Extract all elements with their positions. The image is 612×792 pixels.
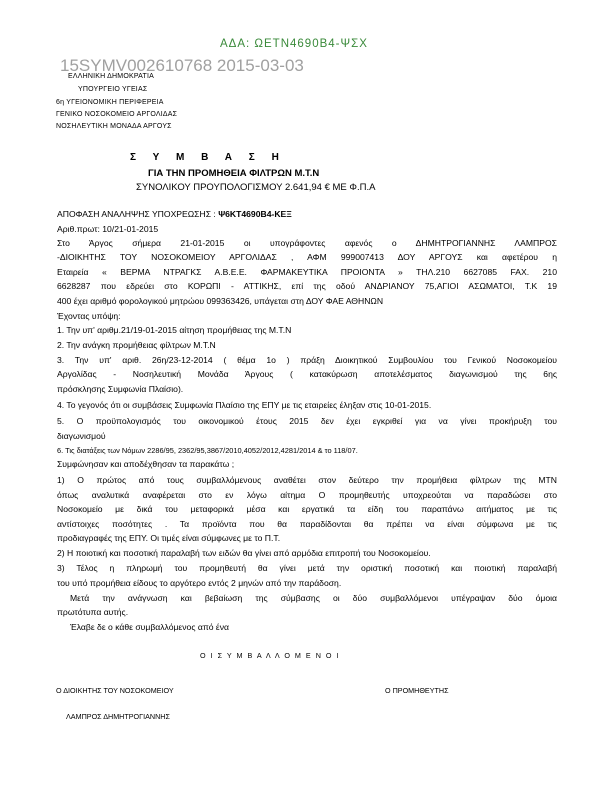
header-line-3: 6η ΥΓΕΙΟΝΟΜΙΚΗ ΠΕΡΙΦΕΡΕΙΑ <box>56 99 164 106</box>
closing-3: Έλαβε δε ο κάθε συμβαλλόμενος από ένα <box>70 622 230 632</box>
agreed-heading: Συμφώνησαν και αποδέχθησαν τα παρακάτω ; <box>57 459 235 469</box>
intro-line-1: Στο Άργος σήμερα 21-01-2015 οι υπογράφοντες αφενός ο ΔΗΜΗΤΡΟΓΙΑΝΝΗΣ ΛΑΜΠΡΟΣ <box>57 238 557 248</box>
consideration-5b: διαγωνισμού <box>57 431 106 441</box>
document-budget: ΣΥΝΟΛΙΚΟΥ ΠΡΟΥΠΟΛΟΓΙΣΜΟΥ 2.641,94 € ΜΕ Φ.Π.Α <box>136 182 376 193</box>
document-subtitle: ΓΙΑ ΤΗΝ ΠΡΟΜΗΘΕΙΑ ΦΙΛΤΡΩΝ Μ.Τ.Ν <box>148 168 320 179</box>
laws-line: 6. Τις διατάξεις των Νόμων 2286/95, 2362/95,3867/2010,4052/2012,4281/2014 & το 118/07. <box>57 446 358 455</box>
term-1d: αντίστοιχες ποσότητες . Τα προϊόντα που θα παραδίδονται θα πρέπει να είναι σύμφωνα με τις <box>57 519 557 529</box>
decision-code: Ψ6ΚΤ4690Β4-ΚΕΞ <box>218 209 292 219</box>
header-line-1: ΕΛΛΗΝΙΚΗ ΔΗΜΟΚΡΑΤΙΑ <box>68 73 155 80</box>
signature-left-title: Ο ΔΙΟΙΚΗΤΗΣ ΤΟΥ ΝΟΣΟΚΟΜΕΙΟΥ <box>56 686 174 695</box>
consideration-1: 1. Την υπ' αριθμ.21/19-01-2015 αίτηση προμήθειας της Μ.Τ.Ν <box>57 325 292 335</box>
term-1a: 1) Ο πρώτος από τους συμβαλλόμενους αναθέτει στον δεύτερο την προμήθεια φίλτρων της ΜΤΝ <box>57 475 557 485</box>
document-title: Σ Υ Μ Β Α Σ Η <box>130 152 286 163</box>
consideration-4: 4. Το γεγονός ότι οι συμβάσεις Συμφωνία Πλαίσιο της ΕΠΥ με τις εταιρείες έληξαν στις 10-01-2015. <box>57 400 432 410</box>
term-3b: του υπό προμήθεια είδους το αργότερο εντός 2 μηνών από την παράδοση. <box>57 578 342 588</box>
considering-heading: Έχοντας υπόψη: <box>57 311 121 321</box>
header-line-4: ΓΕΝΙΚΟ ΝΟΣΟΚΟΜΕΙΟ ΑΡΓΟΛΙΔΑΣ <box>56 111 178 118</box>
term-2: 2) Η ποιοτική και ποσοτική παραλαβή των ειδών θα γίνει από αρμόδια επιτροπή του Νοσοκομείου. <box>57 548 431 558</box>
decision-line <box>57 209 557 219</box>
header-line-2: ΥΠΟΥΡΓΕΙΟ ΥΓΕΙΑΣ <box>78 86 148 93</box>
consideration-3a: 3. Την υπ' αριθ. 26η/23-12-2014 ( θέμα 1ο ) πράξη Διοικητικού Συμβουλίου του Γενικού Νοσοκομείου <box>57 355 557 365</box>
ada-code: ΑΔΑ: ΩΕΤΝ4690Β4-ΨΣΧ <box>220 38 368 50</box>
registry-stamp: 15SYMV002610768 2015-03-03 <box>60 56 304 75</box>
term-3a: 3) Τέλος η πληρωμή του προμηθευτή θα γίνει μετά την οριστική ποσοτική και ποιοτική παραλαβή <box>57 563 557 573</box>
signature-right-title: Ο ΠΡΟΜΗΘΕΥΤΗΣ <box>385 686 449 695</box>
closing-2: πρωτότυπα αυτής. <box>57 607 129 617</box>
decision-label: ΑΠΟΦΑΣΗ ΑΝΑΛΗΨΗΣ ΥΠΟΧΡΕΩΣΗΣ : <box>57 209 216 219</box>
intro-line-4: 6628287 που εδρεύει στο ΚΟΡΩΠΙ - ΑΤΤΙΚΗΣ, επί της οδού ΑΝΔΡΙΑΝΟΥ 75,ΑΓΙΟΙ ΑΣΩΜΑΤΟΙ, Τ.Κ 19 <box>57 281 557 291</box>
signature-left-name: ΛΑΜΠΡΟΣ ΔΗΜΗΤΡΟΓΙΑΝΝΗΣ <box>66 712 170 721</box>
consideration-2: 2. Την ανάγκη προμήθειας φίλτρων Μ.Τ.Ν <box>57 340 216 350</box>
closing-1: Μετά την ανάγνωση και βεβαίωση της σύμβασης οι δύο συμβαλλόμενοι υπέγραψαν δύο όμοια <box>70 593 557 603</box>
term-1b: όπως αναλυτικά αναφέρεται στο εν λόγω αίτημα Ο προμηθευτής υποχρεούται να παραδώσει στο <box>57 490 557 500</box>
header-line-5: ΝΟΣΗΛΕΥΤΙΚΗ ΜΟΝΑΔΑ ΑΡΓΟΥΣ <box>56 123 172 130</box>
term-1e: προδιαγραφές της ΕΠΥ. Οι τιμές είναι σύμφωνες με το Π.Τ. <box>57 533 281 543</box>
term-1c: Νοσοκομείο με δικά του μεταφορικά μέσα και εργατικά τα είδη του παραπάνω αιτήματος με τις <box>57 504 557 514</box>
intro-line-5: 400 έχει αριθμό φορολογικού μητρώου 099363426, υπάγεται στη ΔΟΥ ΦΑΕ ΑΘΗΝΩΝ <box>57 296 384 306</box>
intro-line-3: Εταιρεία « ΒΕΡΜΑ ΝΤΡΑΓΚΣ Α.Β.Ε.Ε. ΦΑΡΜΑΚΕΥΤΙΚΑ ΠΡΟΙΟΝΤΑ » ΤΗΛ.210 6627085 FAX. 210 <box>57 267 557 277</box>
signatories-heading: Ο Ι Σ Υ Μ Β Α Λ Λ Ο Μ Ε Ν Ο Ι <box>200 651 340 660</box>
intro-line-2: -ΔΙΟΙΚΗΤΗΣ ΤΟΥ ΝΟΣΟΚΟΜΕΙΟΥ ΑΡΓΟΛΙΔΑΣ , ΑΦΜ 999007413 ΔΟΥ ΑΡΓΟΥΣ και αφετέρου η <box>57 252 557 262</box>
protocol-number: Αριθ.πρωτ: 10/21-01-2015 <box>57 224 159 234</box>
consideration-3c: πρόσκλησης Συμφωνία Πλαίσιο). <box>57 384 184 394</box>
consideration-3b: Αργολίδας - Νοσηλευτική Μονάδα Άργους ( κατακύρωση αποτελέσματος διαγωνισμού της 6ης <box>57 369 557 379</box>
consideration-5a: 5. Ο προϋπολογισμός του οικονομικού έτους 2015 δεν έχει εγκριθεί για να γίνει προκήρυξη του <box>57 416 557 426</box>
